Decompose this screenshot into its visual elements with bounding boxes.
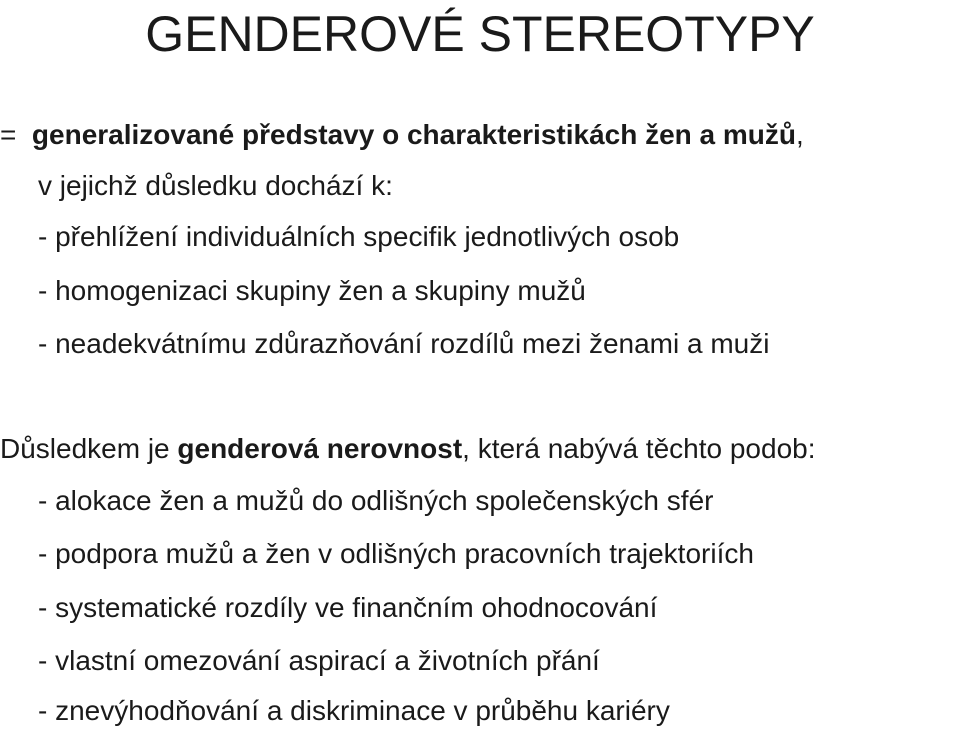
definition-comma: , bbox=[796, 119, 804, 150]
inequality-suffix: , která nabývá těchto podob: bbox=[462, 433, 816, 464]
consequence-item-3: - neadekvátnímu zdůrazňování rozdílů mezi ženami a muži bbox=[38, 328, 770, 359]
inequality-line bbox=[0, 432, 816, 466]
inequality-bold-text: genderová nerovnost bbox=[177, 433, 463, 464]
form-item-1: - alokace žen a mužů do odlišných společenských sfér bbox=[38, 485, 714, 516]
equals-sign: = bbox=[0, 119, 17, 150]
definition-line-1 bbox=[0, 118, 804, 152]
consequence-item-1: - přehlížení individuálních specifik jednotlivých osob bbox=[38, 221, 680, 252]
definition-bold-text: generalizované představy o charakteristikách žen a mužů bbox=[31, 119, 797, 150]
form-item-3: - systematické rozdíly ve finančním ohodnocování bbox=[38, 592, 658, 623]
inequality-prefix: Důsledkem je bbox=[0, 433, 178, 464]
form-item-2: - podpora mužů a žen v odlišných pracovních trajektoriích bbox=[38, 538, 754, 569]
form-item-4: - vlastní omezování aspirací a životních přání bbox=[38, 645, 600, 676]
consequence-item-2: - homogenizaci skupiny žen a skupiny mužů bbox=[38, 275, 586, 306]
slide-title: GENDEROVÉ STEREOTYPY bbox=[145, 6, 815, 62]
form-item-5: - znevýhodňování a diskriminace v průběhu kariéry bbox=[38, 695, 670, 726]
definition-line-2: v jejichž důsledku dochází k: bbox=[38, 170, 393, 201]
